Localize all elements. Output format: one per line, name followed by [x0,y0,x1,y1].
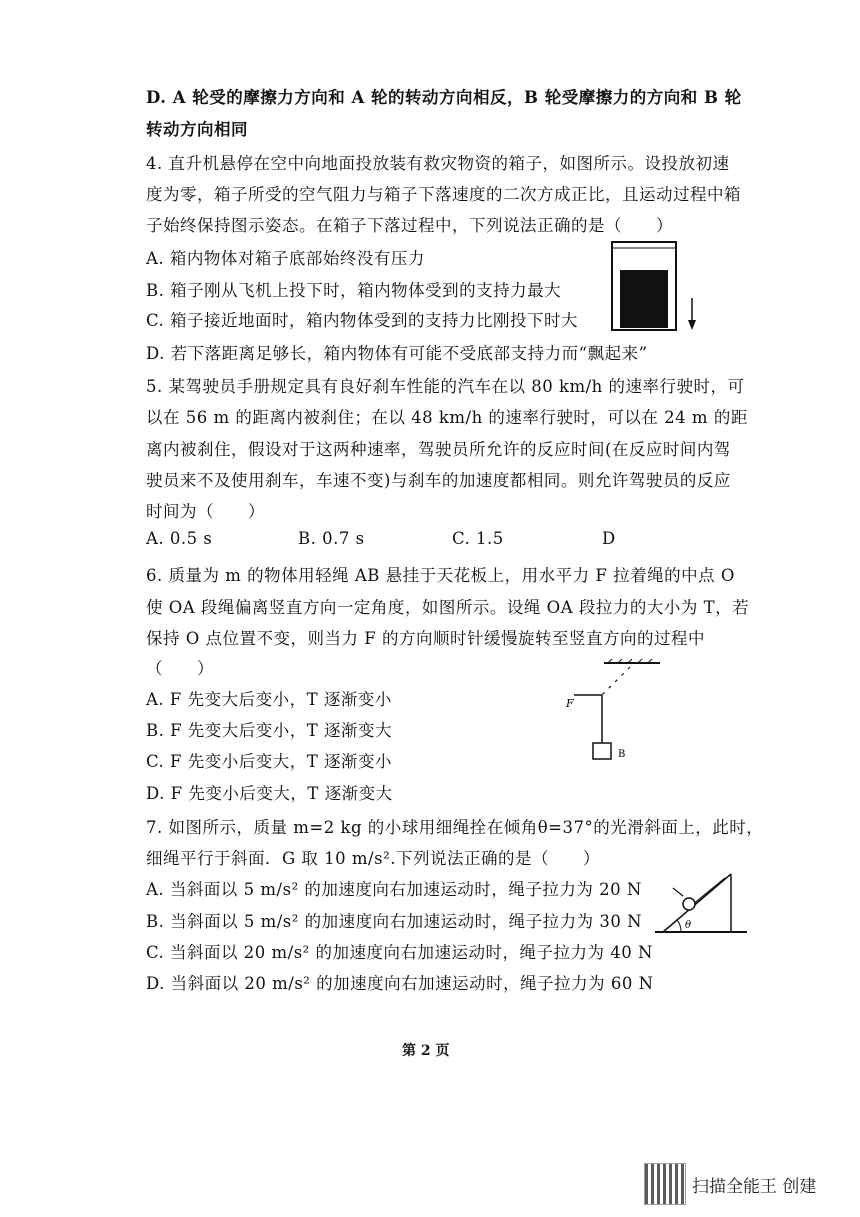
q5-stem-line3: 离内被刹住，假设对于这两种速率，驾驶员所允许的反应时间(在反应时间内驾 [146,440,731,459]
q7-option-c: C. 当斜面以 20 m/s² 的加速度向右加速运动时，绳子拉力为 40 N [146,943,653,962]
q7-stem-line2: 细绳平行于斜面．G 取 10 m/s².下列说法正确的是（ ） [146,849,600,868]
q6-stem-line3: 保持 O 点位置不变，则当力 F 的方向顺时针缓慢旋转至竖直方向的过程中 [146,629,705,648]
q5-option-b: B. 0.7 s [298,529,365,548]
q7-option-a: A. 当斜面以 5 m/s² 的加速度向右加速运动时，绳子拉力为 20 N [146,880,642,899]
q4-stem-line1: 4. 直升机悬停在空中向地面投放装有救灾物资的箱子，如图所示。设投放初速 [146,154,730,173]
q5-option-a: A. 0.5 s [146,529,213,548]
q4-option-a: A. 箱内物体对箱子底部始终没有压力 [146,249,425,268]
q6-option-b: B. F 先变大后变小，T 逐渐变大 [146,721,393,740]
q7-stem-line1: 7. 如图所示，质量 m=2 kg 的小球用细绳拴在倾角θ=37°的光滑斜面上，此时， [146,818,764,837]
q4-option-d: D. 若下落距离足够长，箱内物体有可能不受底部支持力而“飘起来” [146,344,648,363]
q7-option-d: D. 当斜面以 20 m/s² 的加速度向右加速运动时，绳子拉力为 60 N [146,974,654,993]
fig-label-f: F [566,697,574,710]
q6-option-a: A. F 先变大后变小，T 逐渐变小 [146,690,392,709]
q4-option-c: C. 箱子接近地面时，箱内物体受到的支持力比刚投下时大 [146,311,579,330]
box-figure [600,238,710,338]
q5-stem-line5: 时间为（ ） [146,502,265,521]
q5-option-c: C. 1.5 [452,529,504,548]
q6-option-c: C. F 先变小后变大，T 逐渐变小 [146,752,392,771]
q5-option-d: D [602,529,616,548]
page-number: 第 2 页 [402,1043,450,1059]
incline-figure [655,862,755,942]
q6-stem-line2: 使 OA 段绳偏离竖直方向一定角度，如图所示。设绳 OA 段拉力的大小为 T，若 [146,598,750,617]
q4-option-b: B. 箱子刚从飞机上投下时，箱内物体受到的支持力最大 [146,281,562,300]
q5-stem-line2: 以在 56 m 的距离内被刹住；在以 48 km/h 的速率行驶时，可以在 24 m 的距 [146,408,748,427]
qr-logo-icon [644,1163,686,1205]
q5-stem-line4: 驶员来不及使用刹车，车速不变)与刹车的加速度都相同。则允许驾驶员的反应 [146,471,731,490]
fig-label-theta: θ [685,920,692,931]
rope-figure [560,655,670,765]
watermark-brand: 扫描全能王 创建 [692,1177,817,1197]
fig-label-b: B [618,749,626,760]
q5-stem-line1: 5. 某驾驶员手册规定具有良好刹车性能的汽车在以 80 km/h 的速率行驶时，可 [146,377,745,396]
q4-stem-line2: 度为零，箱子所受的空气阻力与箱子下落速度的二次方成正比，且运动过程中箱 [146,185,741,204]
q6-stem-line4: （ ） [146,659,214,678]
q6-stem-line1: 6. 质量为 m 的物体用轻绳 AB 悬挂于天花板上，用水平力 F 拉着绳的中点 O [146,566,735,585]
q3-option-d-line2: 转动方向相同 [146,120,248,139]
q7-option-b: B. 当斜面以 5 m/s² 的加速度向右加速运动时，绳子拉力为 30 N [146,912,643,931]
q3-option-d-line1: D. A 轮受的摩擦力方向和 A 轮的转动方向相反，B 轮受摩擦力的方向和 B 轮 [146,88,742,107]
q6-option-d: D. F 先变小后变大，T 逐渐变大 [146,784,393,803]
q4-stem-line3: 子始终保持图示姿态。在箱子下落过程中，下列说法正确的是（ ） [146,216,673,235]
